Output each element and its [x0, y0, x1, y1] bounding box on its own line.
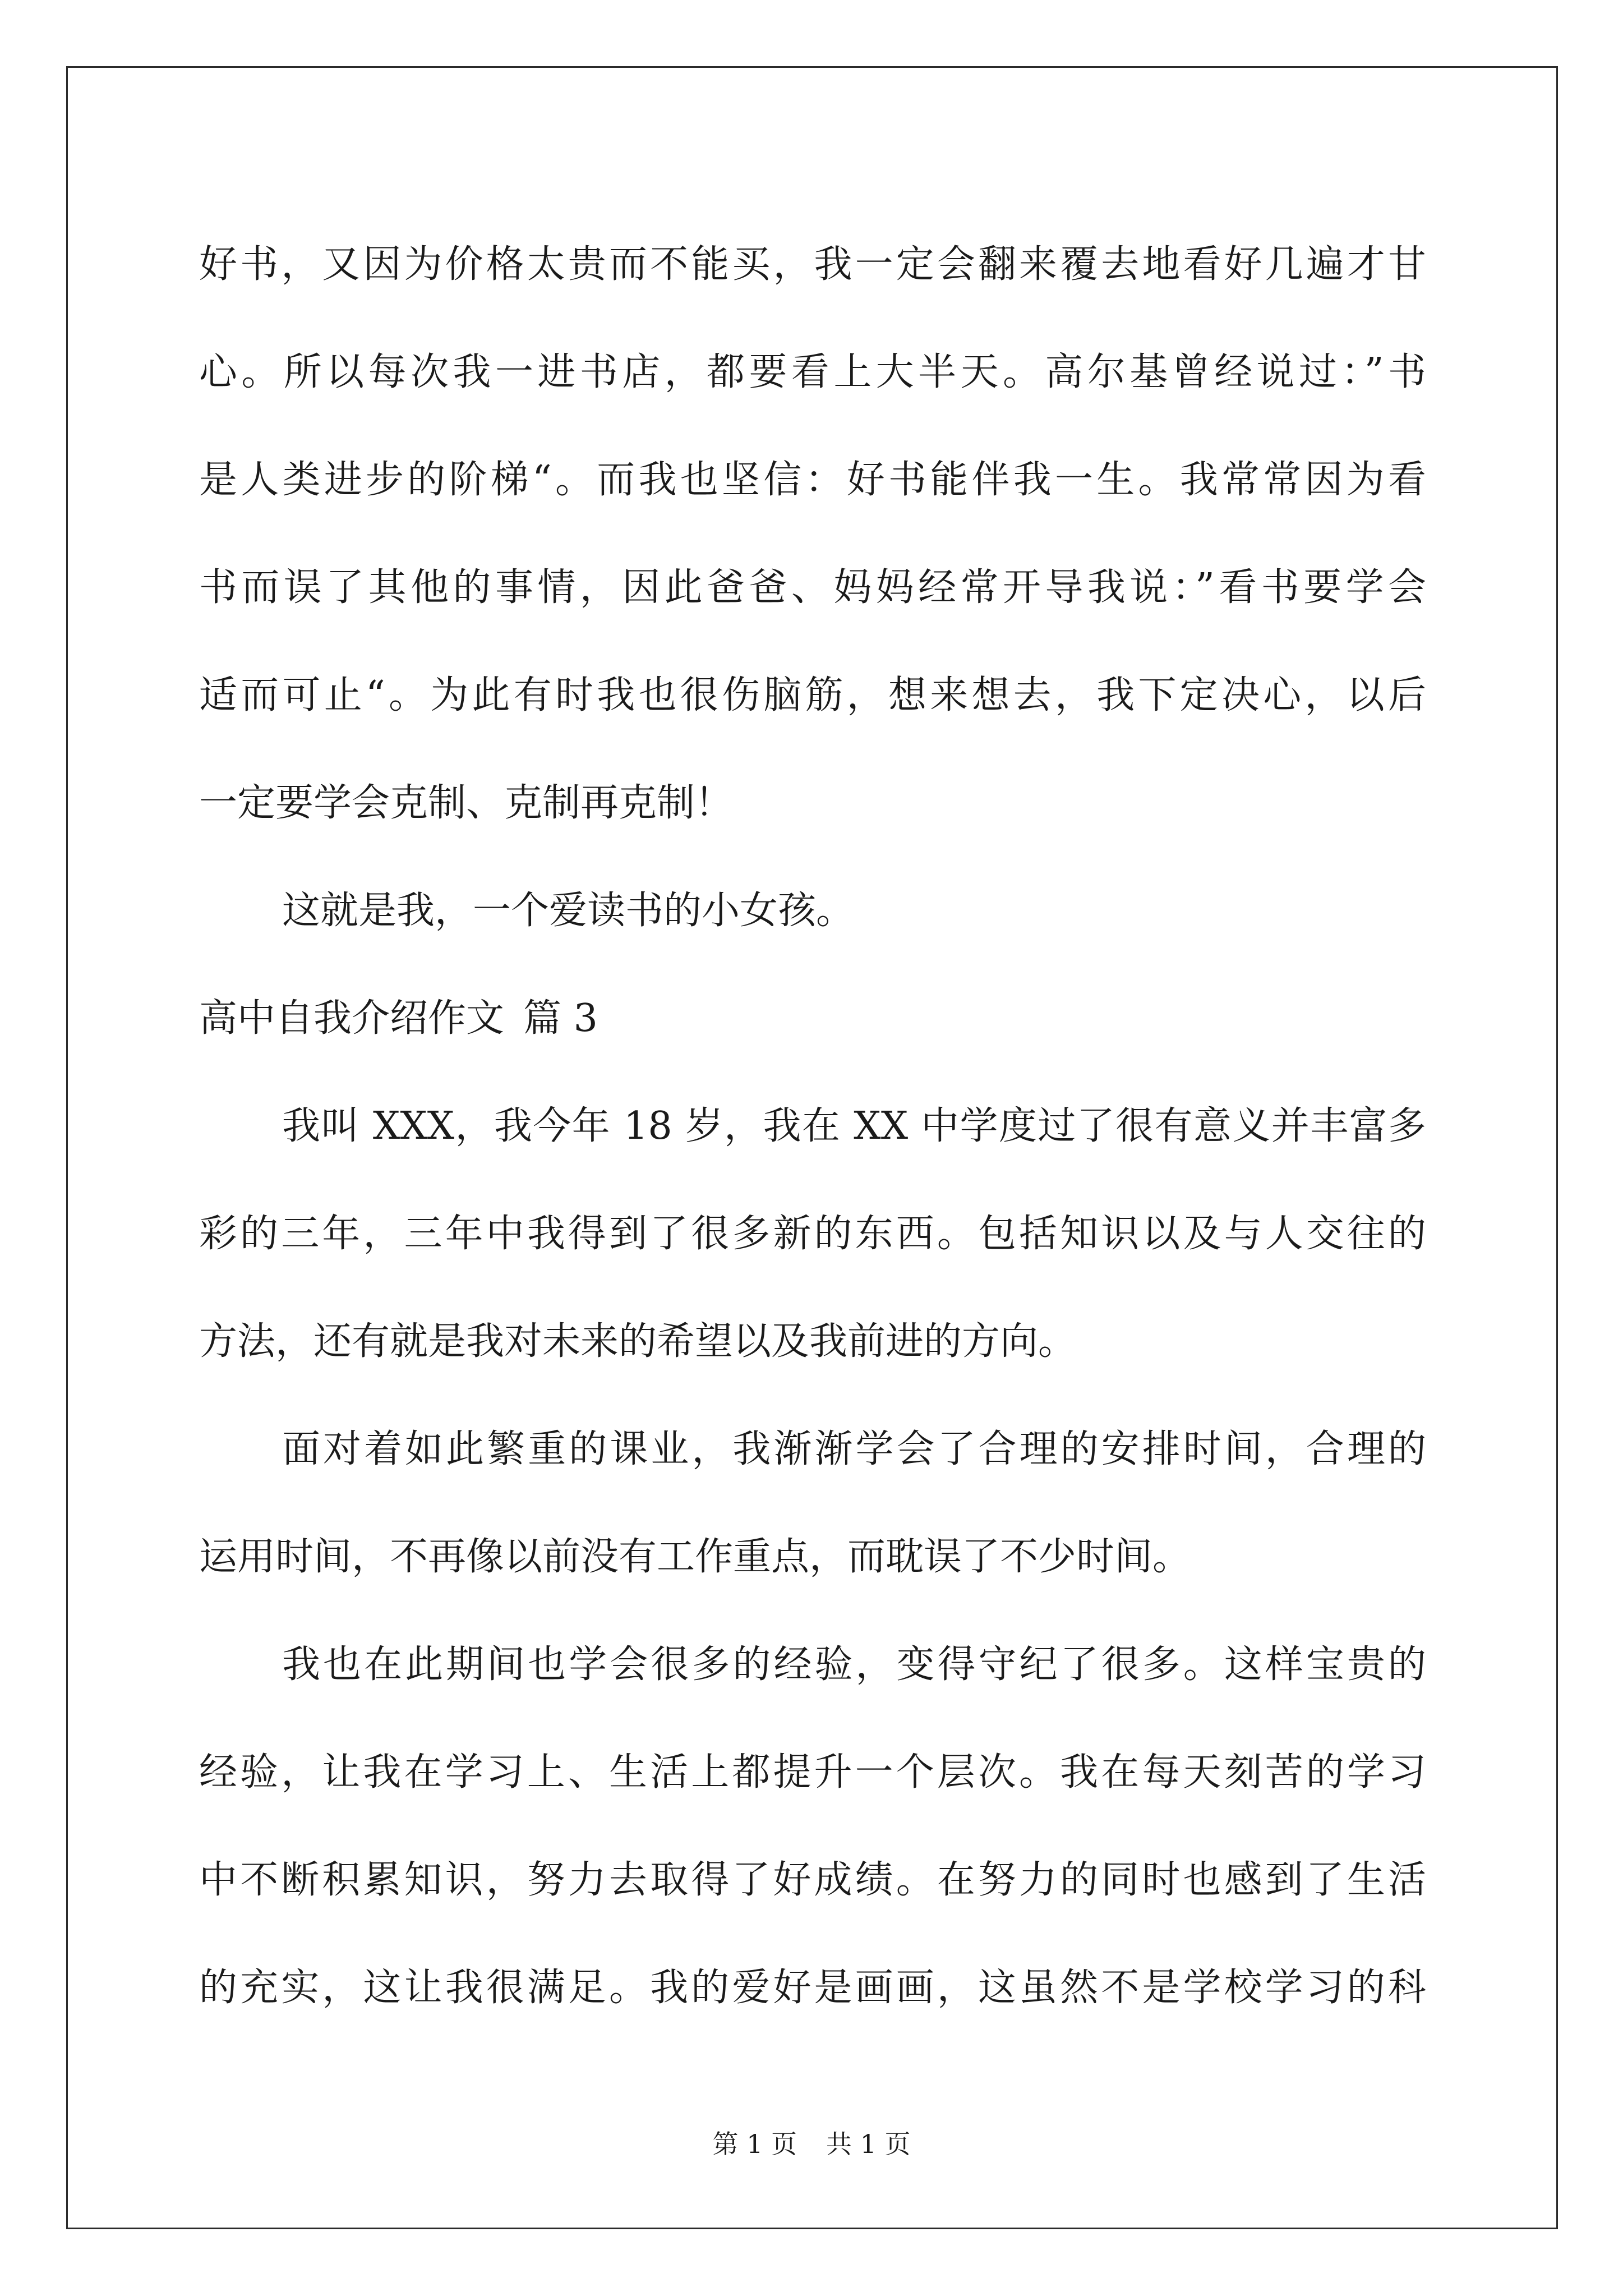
text-line: 中不断积累知识，努力去取得了好成绩。在努力的同时也感到了生活 [199, 1858, 1426, 1902]
text-line: 书而误了其他的事情，因此爸爸、妈妈经常开导我说：”看书要学会 [199, 565, 1426, 610]
section-heading [199, 965, 1426, 1073]
text-line: 这就是我，一个爱读书的小女孩。 [282, 889, 855, 933]
text-line: 彩的三年，三年中我得到了很多新的东西。包括知识以及与人交往的 [199, 1212, 1426, 1256]
document-body [199, 211, 1426, 2042]
page-total: 共 1 页 [826, 2129, 911, 2159]
text-line: 心。所以每次我一进书店，都要看上大半天。高尔基曾经说过：”书 [199, 350, 1426, 394]
text-line: 我也在此期间也学会很多的经验，变得守纪了很多。这样宝贵的 [282, 1642, 1426, 1687]
text-line: 的充实，这让我很满足。我的爱好是画画，这虽然不是学校学习的科 [199, 1966, 1426, 2010]
page-footer [0, 2127, 1623, 2161]
text-line: 运用时间，不再像以前没有工作重点，而耽误了不少时间。 [199, 1535, 1191, 1579]
text-line: 方法，还有就是我对未来的希望以及我前进的方向。 [199, 1319, 1077, 1364]
section-heading-title: 高中自我介绍作文 [199, 996, 505, 1041]
text-line: 适而可止“。为此有时我也很伤脑筋，想来想去，我下定决心，以后 [199, 673, 1426, 717]
section-heading-number: 篇 3 [523, 996, 598, 1041]
page-number: 第 1 页 [712, 2129, 797, 2159]
text-line: 面对着如此繁重的课业，我渐渐学会了合理的安排时间，合理的 [282, 1427, 1426, 1471]
text-line: 是人类进步的阶梯“。而我也坚信：好书能伴我一生。我常常因为看 [199, 458, 1426, 502]
text-line: 我叫 XXX，我今年 18 岁，我在 XX 中学度过了很有意义并丰富多 [282, 1104, 1426, 1148]
text-line: 经验，让我在学习上、生活上都提升一个层次。我在每天刻苦的学习 [199, 1750, 1426, 1795]
text-line: 好书，又因为价格太贵而不能买，我一定会翻来覆去地看好几遍才甘 [199, 242, 1426, 287]
text-line: 一定要学会克制、克制再克制！ [199, 781, 734, 825]
